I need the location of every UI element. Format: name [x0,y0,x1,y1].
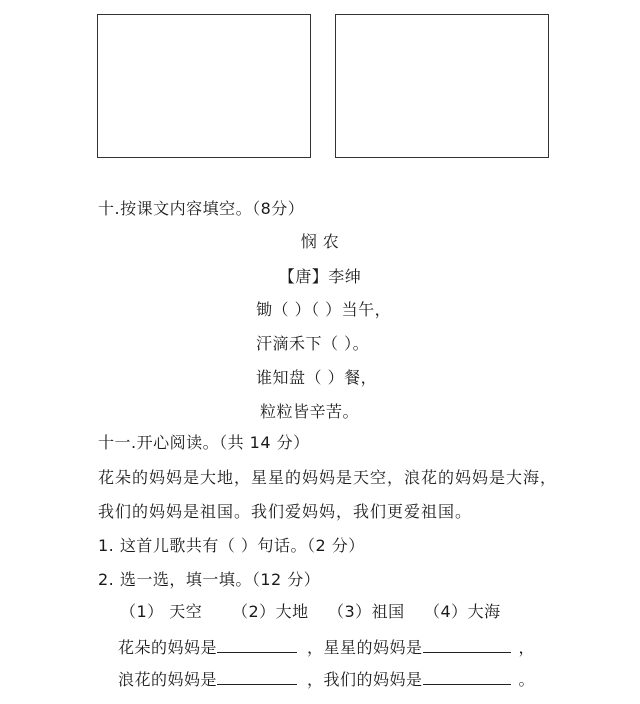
section-10-title: 十.按课文内容填空。（8分） [98,199,305,218]
fill-label-star: ，星星的妈妈是 [307,638,423,657]
fill-label-us: ，我们的妈妈是 [307,670,423,689]
section-11-title: 十一.开心阅读。（共 14 分） [98,433,310,452]
fill-comma: ， [518,638,536,657]
question-1: 1. 这首儿歌共有（ ）句话。（2 分） [98,536,365,555]
fill-row-1 [118,636,535,658]
poem-line-4: 粒粒皆辛苦。 [260,402,360,421]
poem-line-2: 汗滴禾下（ ）。 [256,334,370,353]
fill-blank-wave[interactable] [217,668,297,685]
fill-period: 。 [518,670,536,689]
poem-title: 悯 农 [300,232,340,251]
option-4: （4）大海 [424,602,501,621]
fill-label-flower: 花朵的妈妈是 [118,638,218,657]
option-3: （3）祖国 [328,602,405,621]
poem-author: 【唐】李绅 [278,267,362,286]
drawing-box-left [97,14,311,158]
fill-label-wave: 浪花的妈妈是 [118,670,218,689]
drawing-box-right [335,14,549,158]
fill-blank-star[interactable] [423,636,511,653]
passage-line-2: 我们的妈妈是祖国。我们爱妈妈，我们更爱祖国。 [98,502,473,521]
fill-blank-flower[interactable] [217,636,297,653]
question-2: 2. 选一选，填一填。（12 分） [98,570,321,589]
poem-line-1: 锄（ ）（ ）当午， [256,300,392,319]
poem-line-3: 谁知盘（ ）餐， [256,368,378,387]
fill-row-2 [118,668,535,690]
passage-line-1: 花朵的妈妈是大地，星星的妈妈是天空，浪花的妈妈是大海， [98,468,558,487]
option-2: （2）大地 [232,602,309,621]
option-1: （1） 天空 [120,602,203,621]
fill-blank-us[interactable] [423,668,511,685]
